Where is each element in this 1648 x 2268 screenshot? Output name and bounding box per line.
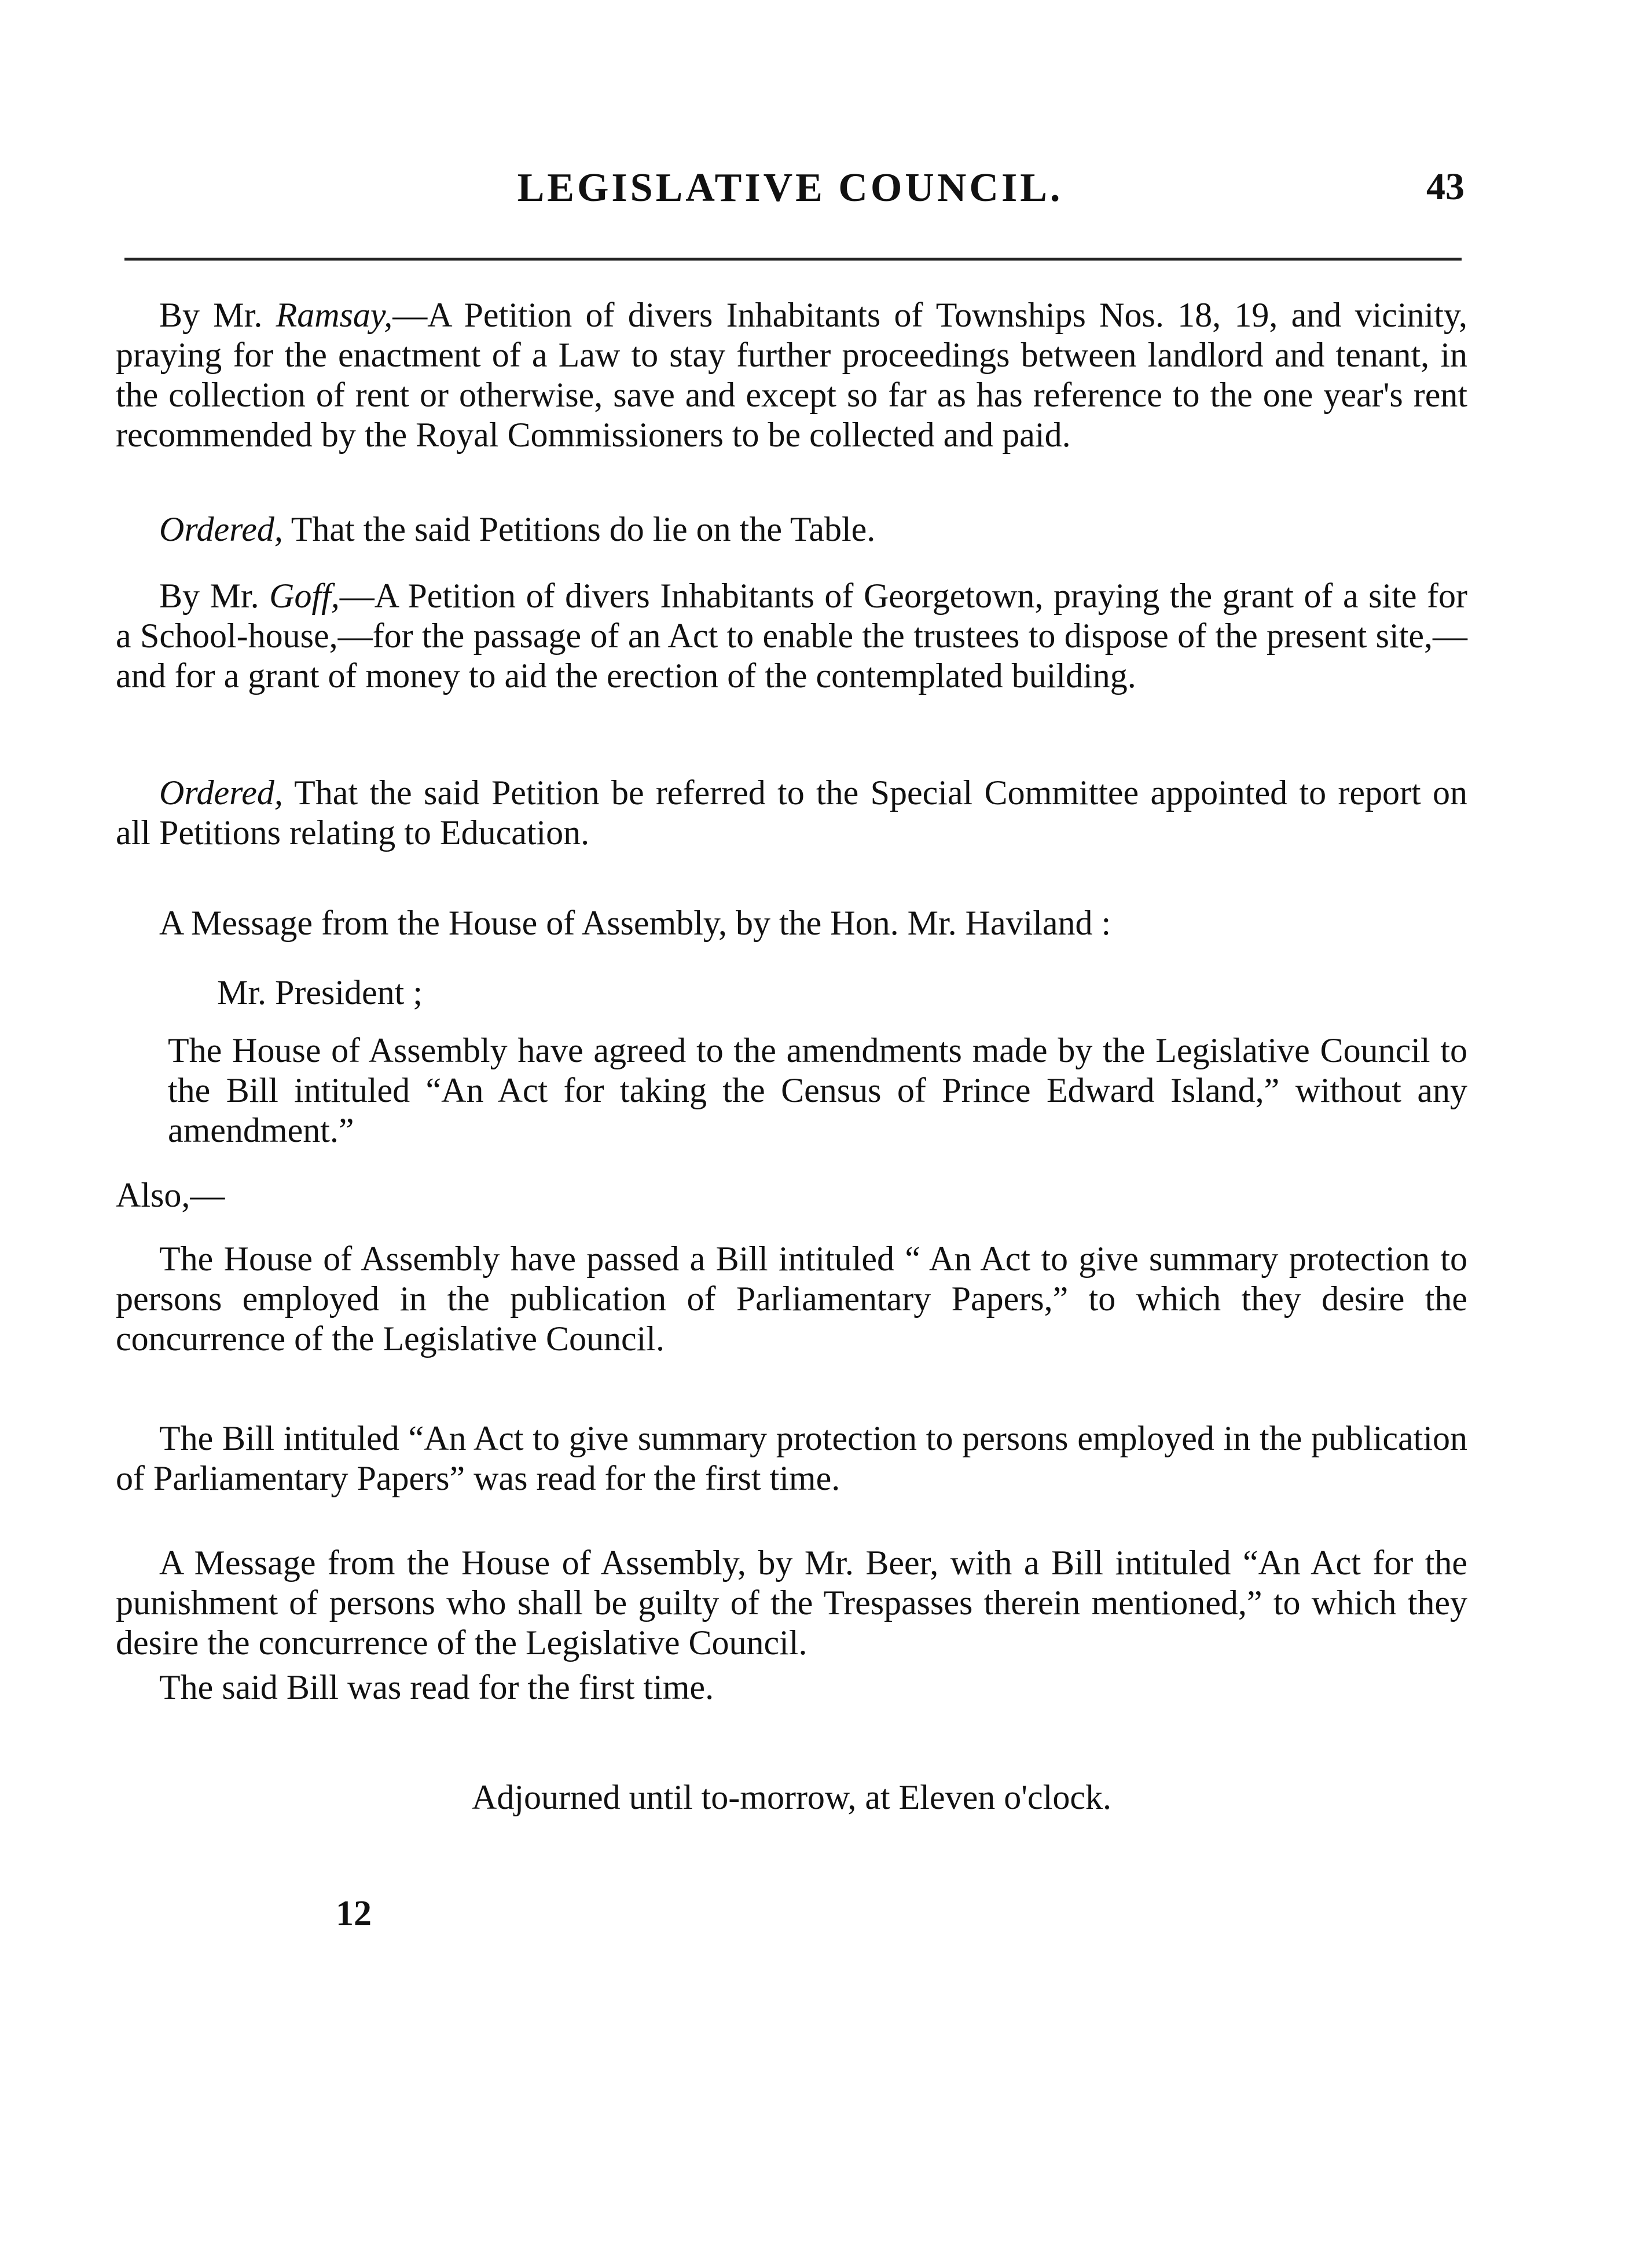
adjournment-note: Adjourned until to-morrow, at Eleven o'clock. (472, 1778, 1111, 1816)
paragraph-message-beer (116, 1543, 1467, 1663)
header-rule (124, 258, 1462, 261)
paragraph-goff-petition (116, 576, 1467, 696)
paragraph-ramsay-petition (116, 295, 1467, 455)
paragraph-body: —A Petition of divers Inhabitants of Townships Nos. 18, 19, and vicinity, praying for the enactment of a Law to stay further proceedings between landlord and tenant, in the collection of rent or otherwise, save and except so far as has reference to the one year's rent recommended by the Royal Commissioners to be collected and paid. (116, 296, 1467, 454)
paragraph-body: The said Bill was read for the first time. (159, 1668, 714, 1706)
paragraph-body: That the said Petition be referred to the Special Committee appointed to report on all Petitions relating to Education. (116, 774, 1467, 852)
page-title: LEGISLATIVE COUNCIL. (517, 166, 1063, 210)
paragraph-body: The House of Assembly have agreed to the amendments made by the Legislative Council to the Bill intituled “An Act for taking the Census of Prince Edward Island,” without any amendment.” (168, 1031, 1467, 1149)
paragraph-census-bill (168, 1031, 1467, 1151)
paragraph-message-haviland (116, 903, 1467, 943)
paragraph-also (116, 1175, 1467, 1215)
paragraph-body: Mr. President ; (217, 973, 423, 1012)
paragraph-body: Also,— (116, 1176, 225, 1214)
paragraph-salutation (217, 973, 1467, 1013)
ordered-label: Ordered, (159, 774, 283, 812)
member-name: Ramsay, (276, 296, 393, 334)
paragraph-body: A Message from the House of Assembly, by Mr. Beer, with a Bill intituled “An Act for the punishment of persons who shall be guilty of the Trespasses therein mentioned,” to which they desire the concurrence of the Legislative Council. (116, 1544, 1467, 1662)
paragraph-bill-read (116, 1668, 1467, 1708)
paragraph-body: The Bill intituled “An Act to give summary protection to persons employed in the publication of Parliamentary Papers” was read for the first time. (116, 1419, 1467, 1497)
paragraph-order-table (116, 510, 1467, 549)
page-number: 43 (1426, 166, 1465, 208)
paragraph-first-reading (116, 1419, 1467, 1498)
member-name: Goff, (269, 577, 340, 615)
running-head (116, 165, 1465, 217)
signature-mark: 12 (336, 1894, 372, 1933)
paragraph-body: —A Petition of divers Inhabitants of Georgetown, praying the grant of a site for a School-house,—for the passage of an Act to enable the trustees to dispose of the present site,—and for a grant of money to aid the erection of the contemplated building. (116, 577, 1467, 695)
paragraph-protection-bill (116, 1239, 1467, 1359)
lead-text: By Mr. (159, 577, 270, 615)
lead-text: By Mr. (159, 296, 276, 334)
ordered-label: Ordered, (159, 510, 283, 548)
paragraph-order-committee (116, 773, 1467, 853)
paragraph-body: The House of Assembly have passed a Bill intituled “ An Act to give summary protection to persons employed in the publication of Parliamentary Papers,” to which they desire the concurrence of the Legislative Council. (116, 1240, 1467, 1358)
paragraph-body: A Message from the House of Assembly, by the Hon. Mr. Haviland : (159, 904, 1111, 942)
paragraph-body: That the said Petitions do lie on the Table. (282, 510, 876, 548)
